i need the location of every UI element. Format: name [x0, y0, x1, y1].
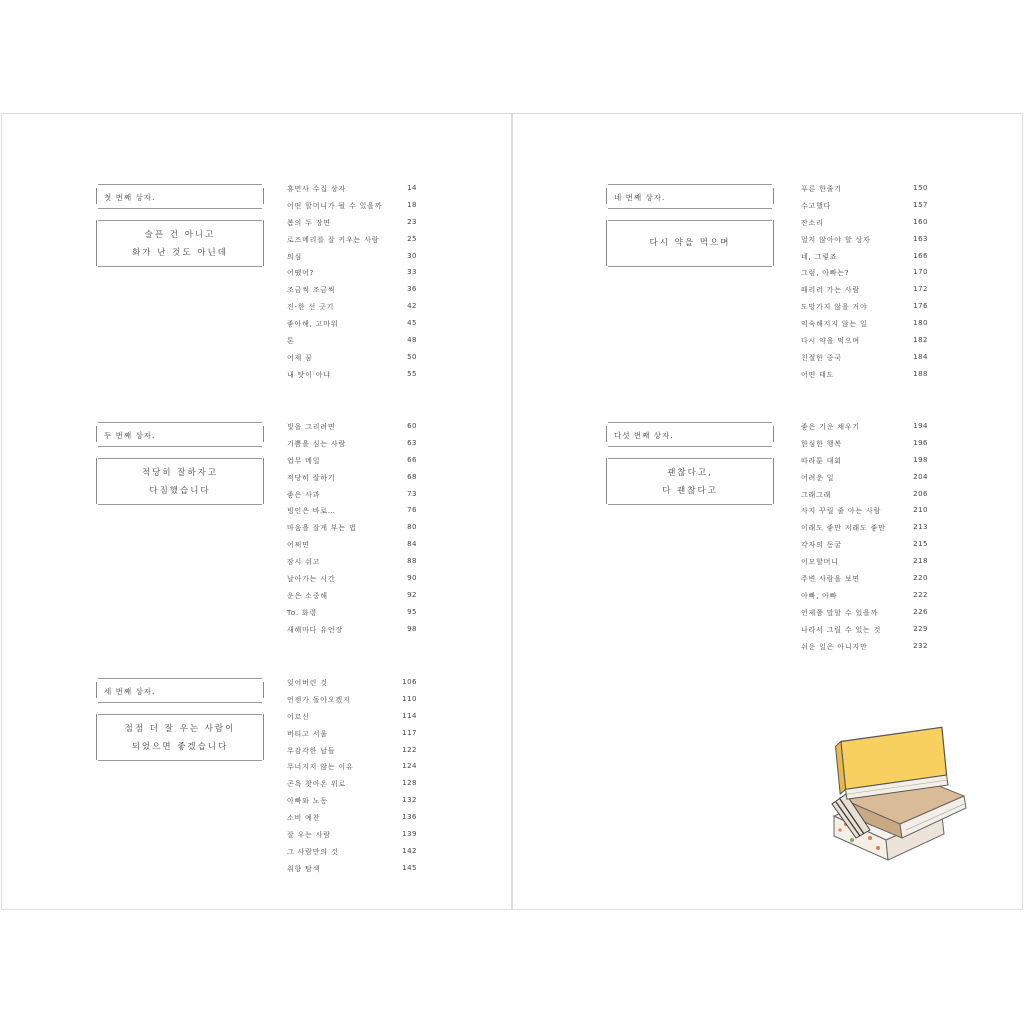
section-box: [606, 422, 774, 506]
quote-line: 다짐했습니다: [149, 486, 211, 496]
box-rule: [608, 446, 772, 447]
box-left-bar-top: [96, 188, 97, 204]
toc-entry-title: 좋은 사과: [287, 490, 321, 499]
box-rule: [608, 184, 772, 185]
toc-entry-title: 그래그래: [801, 490, 832, 499]
toc-entry[interactable]: [287, 591, 417, 608]
toc-entry-page: 98: [407, 624, 417, 633]
toc-entry-page: 132: [402, 796, 417, 805]
box-rule: [608, 422, 772, 423]
box-rule: [98, 702, 262, 703]
toc-entry[interactable]: [287, 540, 417, 557]
toc-entry-title: 쉬운 일은 아니지만: [801, 642, 868, 651]
toc-entry[interactable]: [287, 353, 417, 370]
toc-entry[interactable]: [287, 830, 417, 847]
toc-entry-page: 90: [407, 574, 417, 583]
toc-entry[interactable]: [801, 319, 928, 336]
section-title: 두 번째 상자.: [104, 431, 156, 440]
toc-list: [801, 184, 928, 387]
box-right-bar-top: [773, 426, 774, 442]
toc-entry-title: 따라툰 대회: [801, 456, 842, 465]
toc-entry[interactable]: [801, 456, 928, 473]
toc-entry[interactable]: [287, 779, 417, 796]
toc-entry-title: 어쩌면: [287, 541, 310, 550]
quote-line: 적당히 잘하자고: [141, 468, 219, 478]
toc-entry-page: 18: [407, 200, 417, 209]
toc-entry-title: 새해마다 유언장: [287, 625, 343, 634]
toc-entry-page: 55: [407, 369, 417, 378]
toc-entry[interactable]: [287, 490, 417, 507]
toc-entry[interactable]: [801, 201, 928, 218]
section-quote: [96, 464, 264, 500]
toc-entry-page: 33: [407, 268, 417, 277]
toc-entry[interactable]: [801, 557, 928, 574]
box-rule: [98, 760, 262, 761]
toc-entry-page: 136: [402, 813, 417, 822]
toc-entry-page: 157: [913, 200, 928, 209]
toc-entry-title: 아빠, 아빠: [801, 591, 838, 600]
toc-entry[interactable]: [287, 813, 417, 830]
section-box: [96, 678, 264, 762]
toc-entry[interactable]: [801, 353, 928, 370]
box-rule: [608, 504, 772, 505]
section-title: 다섯 번째 상자.: [614, 431, 674, 440]
toc-entry-title: 잔소리: [801, 218, 824, 227]
toc-entry[interactable]: [801, 268, 928, 285]
toc-entry-page: 66: [407, 455, 417, 464]
toc-entry[interactable]: [801, 642, 928, 659]
box-rule: [608, 208, 772, 209]
toc-entry-title: 도망가지 않을 거야: [801, 303, 868, 312]
toc-entry-page: 176: [913, 302, 928, 311]
toc-entry-title: 버티고 서울: [287, 729, 328, 738]
toc-entry-page: 48: [407, 336, 417, 345]
toc-entry[interactable]: [801, 625, 928, 642]
toc-entry-page: 210: [913, 506, 928, 515]
toc-entry-page: 63: [407, 438, 417, 447]
section-quote: [606, 234, 774, 252]
toc-entry[interactable]: [287, 712, 417, 729]
quote-line: 점점 더 잘 우는 사람이: [124, 724, 236, 734]
box-rule: [98, 220, 262, 221]
toc-entry[interactable]: [287, 439, 417, 456]
toc-entry[interactable]: [801, 523, 928, 540]
toc-entry[interactable]: [287, 201, 417, 218]
toc-entry-page: 60: [407, 422, 417, 430]
toc-entry[interactable]: [287, 729, 417, 746]
quote-line: 화가 난 것도 아닌데: [132, 248, 228, 258]
toc-entry-title: 마음을 잘게 부는 법: [287, 524, 357, 533]
toc-entry[interactable]: [287, 762, 417, 779]
box-rule: [608, 458, 772, 459]
toc-entry-page: 142: [402, 846, 417, 855]
toc-entry-title: 좋은 기운 채우기: [801, 423, 860, 431]
toc-entry-title: 푸른 한줄기: [801, 185, 842, 193]
toc-list: [287, 422, 417, 642]
toc-entry-title: 한심한 행복: [801, 439, 842, 448]
toc-entry-title: 날아가는 시간: [287, 575, 336, 584]
toc-entry-page: 166: [913, 251, 928, 260]
toc-entry-title: 톤: [287, 337, 295, 346]
toc-entry-page: 110: [402, 694, 417, 703]
toc-entry-title: 빙인은 바로…: [287, 507, 336, 516]
toc-entry[interactable]: [801, 235, 928, 252]
toc-entry-title: 언제쯤 말할 수 있을까: [801, 608, 879, 617]
toc-entry-page: 73: [407, 489, 417, 498]
toc-entry-page: 218: [913, 557, 928, 566]
toc-entry-title: To. 화령: [287, 608, 318, 617]
toc-entry-page: 36: [407, 285, 417, 294]
toc-entry-title: 업무 메일: [287, 456, 321, 465]
toc-entry-title: 어제 꿈: [287, 353, 313, 362]
toc-entry-page: 106: [402, 678, 417, 686]
toc-entry[interactable]: [287, 847, 417, 864]
box-left-bar-top: [96, 426, 97, 442]
toc-entry-title: 운은 소중해: [287, 591, 328, 600]
box-rule: [98, 266, 262, 267]
toc-entry-title: 좋아해, 고마워: [287, 320, 339, 329]
toc-entry[interactable]: [801, 370, 928, 387]
toc-entry[interactable]: [287, 252, 417, 269]
toc-entry-page: 84: [407, 540, 417, 549]
toc-entry-page: 80: [407, 523, 417, 532]
toc-entry-title: 사지 꾸릴 줄 아는 사람: [801, 507, 882, 516]
toc-entry-title: 잘 우는 사람: [287, 831, 331, 840]
toc-entry[interactable]: [801, 473, 928, 490]
toc-entry-page: 50: [407, 352, 417, 361]
toc-entry-title: 봄의 두 장면: [287, 218, 331, 227]
section-quote: [606, 464, 774, 500]
toc-entry-page: 182: [913, 336, 928, 345]
toc-entry-title: 어르신: [287, 712, 310, 721]
toc-entry-page: 23: [407, 217, 417, 226]
box-right-bar-top: [263, 682, 264, 698]
toc-entry-title: 수고했다: [801, 201, 832, 210]
toc-entry-title: 그 사람만의 것: [287, 847, 339, 856]
box-rule: [98, 446, 262, 447]
toc-entry[interactable]: [287, 557, 417, 574]
toc-entry[interactable]: [287, 506, 417, 523]
toc-entry[interactable]: [801, 422, 928, 439]
section-title: 첫 번째 상자.: [104, 193, 156, 202]
toc-entry[interactable]: [287, 319, 417, 336]
box-rule: [608, 266, 772, 267]
toc-entry-page: 160: [913, 217, 928, 226]
section-box: [96, 422, 264, 506]
toc-entry-page: 30: [407, 251, 417, 260]
toc-entry[interactable]: [801, 574, 928, 591]
box-right-bar-top: [263, 188, 264, 204]
toc-entry-page: 229: [913, 624, 928, 633]
toc-entry[interactable]: [287, 746, 417, 763]
toc-entry-title: 취향 탐색: [287, 864, 321, 873]
toc-entry[interactable]: [287, 235, 417, 252]
toc-entry-page: 88: [407, 557, 417, 566]
toc-entry[interactable]: [287, 268, 417, 285]
toc-entry-page: 188: [913, 369, 928, 378]
toc-entry[interactable]: [287, 422, 417, 439]
toc-entry[interactable]: [287, 336, 417, 353]
toc-entry[interactable]: [287, 184, 417, 201]
toc-entry[interactable]: [801, 252, 928, 269]
toc-entry-title: 어떤 태도: [801, 370, 835, 379]
toc-entry-title: 내 탓이 아냐: [287, 370, 331, 379]
section-quote: [96, 226, 264, 262]
toc-entry-page: 163: [913, 234, 928, 243]
toc-entry-title: 소비 예찬: [287, 814, 321, 823]
toc-entry-page: 122: [402, 745, 417, 754]
toc-entry-title: 잊어버린 것: [287, 679, 328, 687]
toc-entry[interactable]: [287, 864, 417, 881]
toc-entry[interactable]: [801, 285, 928, 302]
toc-entry-title: 빛을 그리려면: [287, 423, 336, 431]
toc-entry-title: 무감각한 날들: [287, 746, 336, 755]
toc-entry-page: 114: [402, 711, 417, 720]
section-quote: [96, 720, 264, 756]
toc-entry-page: 198: [913, 455, 928, 464]
toc-entry-title: 이모할머니: [801, 558, 839, 567]
toc-entry-page: 76: [407, 506, 417, 515]
toc-entry[interactable]: [801, 218, 928, 235]
toc-entry-title: 어떤 할머니가 될 수 있을까: [287, 201, 383, 210]
toc-entry-title: 적당히 잘하기: [287, 473, 336, 482]
toc-entry-title: 각자의 동굴: [801, 541, 842, 550]
toc-entry-title: 어려운 일: [801, 473, 835, 482]
toc-entry-page: 95: [407, 607, 417, 616]
toc-list: [287, 678, 417, 881]
toc-entry-page: 184: [913, 352, 928, 361]
toc-entry-title: 친절한 중국: [801, 353, 842, 362]
toc-entry[interactable]: [801, 591, 928, 608]
toc-entry-page: 139: [402, 830, 417, 839]
book-stack-illustration: [826, 720, 976, 870]
section-box: [96, 184, 264, 268]
toc-entry-page: 215: [913, 540, 928, 549]
toc-entry-page: 204: [913, 472, 928, 481]
toc-entry-page: 213: [913, 523, 928, 532]
quote-line: 괜찮다고,: [667, 468, 713, 478]
toc-entry-page: 194: [913, 422, 928, 430]
box-right-bar-top: [263, 426, 264, 442]
toc-entry-page: 196: [913, 438, 928, 447]
toc-entry[interactable]: [287, 695, 417, 712]
toc-entry-title: 의심: [287, 252, 303, 261]
toc-entry-title: 아빠와 노동: [287, 797, 328, 806]
box-rule: [98, 184, 262, 185]
toc-entry-page: 42: [407, 302, 417, 311]
toc-entry-page: 25: [407, 234, 417, 243]
toc-entry[interactable]: [801, 608, 928, 625]
toc-entry-page: 222: [913, 590, 928, 599]
toc-entry-title: 조금씩 조금씩: [287, 286, 336, 295]
toc-entry-page: 172: [913, 285, 928, 294]
toc-entry[interactable]: [801, 506, 928, 523]
toc-entry-page: 45: [407, 319, 417, 328]
toc-entry-title: 곤욕 찾아온 위로: [287, 780, 346, 789]
toc-entry-page: 128: [402, 779, 417, 788]
toc-entry-page: 220: [913, 574, 928, 583]
box-rule: [608, 220, 772, 221]
toc-entry[interactable]: [801, 336, 928, 353]
toc-entry-title: 진-한 선 긋기: [287, 303, 335, 312]
section-title: 세 번째 상자.: [104, 687, 156, 696]
toc-entry-title: 멀지 않아야 할 상자: [801, 235, 871, 244]
toc-entry[interactable]: [287, 574, 417, 591]
toc-entry-title: 때리러 가는 사람: [801, 286, 860, 295]
toc-entry-title: 잠시 쉬고: [287, 558, 321, 567]
toc-entry-title: 로즈메리를 잘 키우는 사람: [287, 235, 380, 244]
toc-entry-title: 주변 사람을 보면: [801, 575, 860, 584]
toc-entry-page: 170: [913, 268, 928, 277]
toc-entry-title: 다시 약을 먹으며: [801, 337, 860, 346]
toc-entry-page: 180: [913, 319, 928, 328]
box-rule: [98, 678, 262, 679]
toc-list: [287, 184, 417, 387]
toc-entry[interactable]: [287, 625, 417, 642]
toc-entry[interactable]: [801, 302, 928, 319]
toc-entry-title: 휴먼사 수집 상자: [287, 185, 346, 193]
toc-entry[interactable]: [287, 456, 417, 473]
toc-entry[interactable]: [287, 218, 417, 235]
toc-entry[interactable]: [287, 523, 417, 540]
toc-entry-title: 이래도 좋만 저래도 좋만: [801, 524, 886, 533]
toc-entry-page: 117: [402, 728, 417, 737]
toc-entry[interactable]: [801, 540, 928, 557]
toc-entry-page: 150: [913, 184, 928, 192]
box-left-bar-top: [606, 426, 607, 442]
toc-entry-title: 어땠어?: [287, 269, 315, 278]
toc-entry[interactable]: [287, 608, 417, 625]
toc-entry-title: 기쁨을 심는 사람: [287, 439, 346, 448]
box-left-bar-top: [606, 188, 607, 204]
box-right-bar-top: [773, 188, 774, 204]
quote-line: 다시 약을 먹으며: [649, 238, 731, 248]
box-left-bar-top: [96, 682, 97, 698]
toc-entry-title: 그럼, 아빠는?: [801, 269, 850, 278]
toc-list: [801, 422, 928, 658]
toc-entry[interactable]: [801, 490, 928, 507]
toc-entry-page: 92: [407, 590, 417, 599]
toc-entry-title: 언젠가 돌아오겠지: [287, 695, 351, 704]
quote-line: 슬픈 건 아니고: [144, 230, 216, 240]
toc-entry-title: 익숙해지지 않는 일: [801, 320, 868, 329]
toc-entry-page: 124: [402, 762, 417, 771]
toc-entry-title: 네, 그렇죠: [801, 252, 838, 261]
toc-entry[interactable]: [287, 473, 417, 490]
toc-entry-page: 145: [402, 863, 417, 872]
toc-entry[interactable]: [287, 370, 417, 387]
toc-entry[interactable]: [287, 285, 417, 302]
quote-line: 되었으면 좋겠습니다: [131, 742, 229, 752]
toc-entry-page: 206: [913, 489, 928, 498]
toc-entry-page: 14: [407, 184, 417, 192]
box-rule: [98, 458, 262, 459]
section-box: [606, 184, 774, 268]
box-rule: [98, 422, 262, 423]
box-rule: [98, 504, 262, 505]
toc-entry[interactable]: [287, 302, 417, 319]
quote-line: 다 괜찮다고: [662, 486, 718, 496]
toc-entry[interactable]: [287, 678, 417, 695]
toc-entry[interactable]: [801, 439, 928, 456]
toc-entry-title: 나라서 그릴 수 있는 것: [801, 625, 882, 634]
toc-entry-page: 226: [913, 607, 928, 616]
toc-entry-page: 68: [407, 472, 417, 481]
toc-entry-page: 232: [913, 641, 928, 650]
box-rule: [98, 714, 262, 715]
toc-entry[interactable]: [801, 184, 928, 201]
box-rule: [98, 208, 262, 209]
toc-entry[interactable]: [287, 796, 417, 813]
section-title: 네 번째 상자.: [614, 193, 666, 202]
toc-entry-title: 무너지지 않는 이유: [287, 763, 354, 772]
